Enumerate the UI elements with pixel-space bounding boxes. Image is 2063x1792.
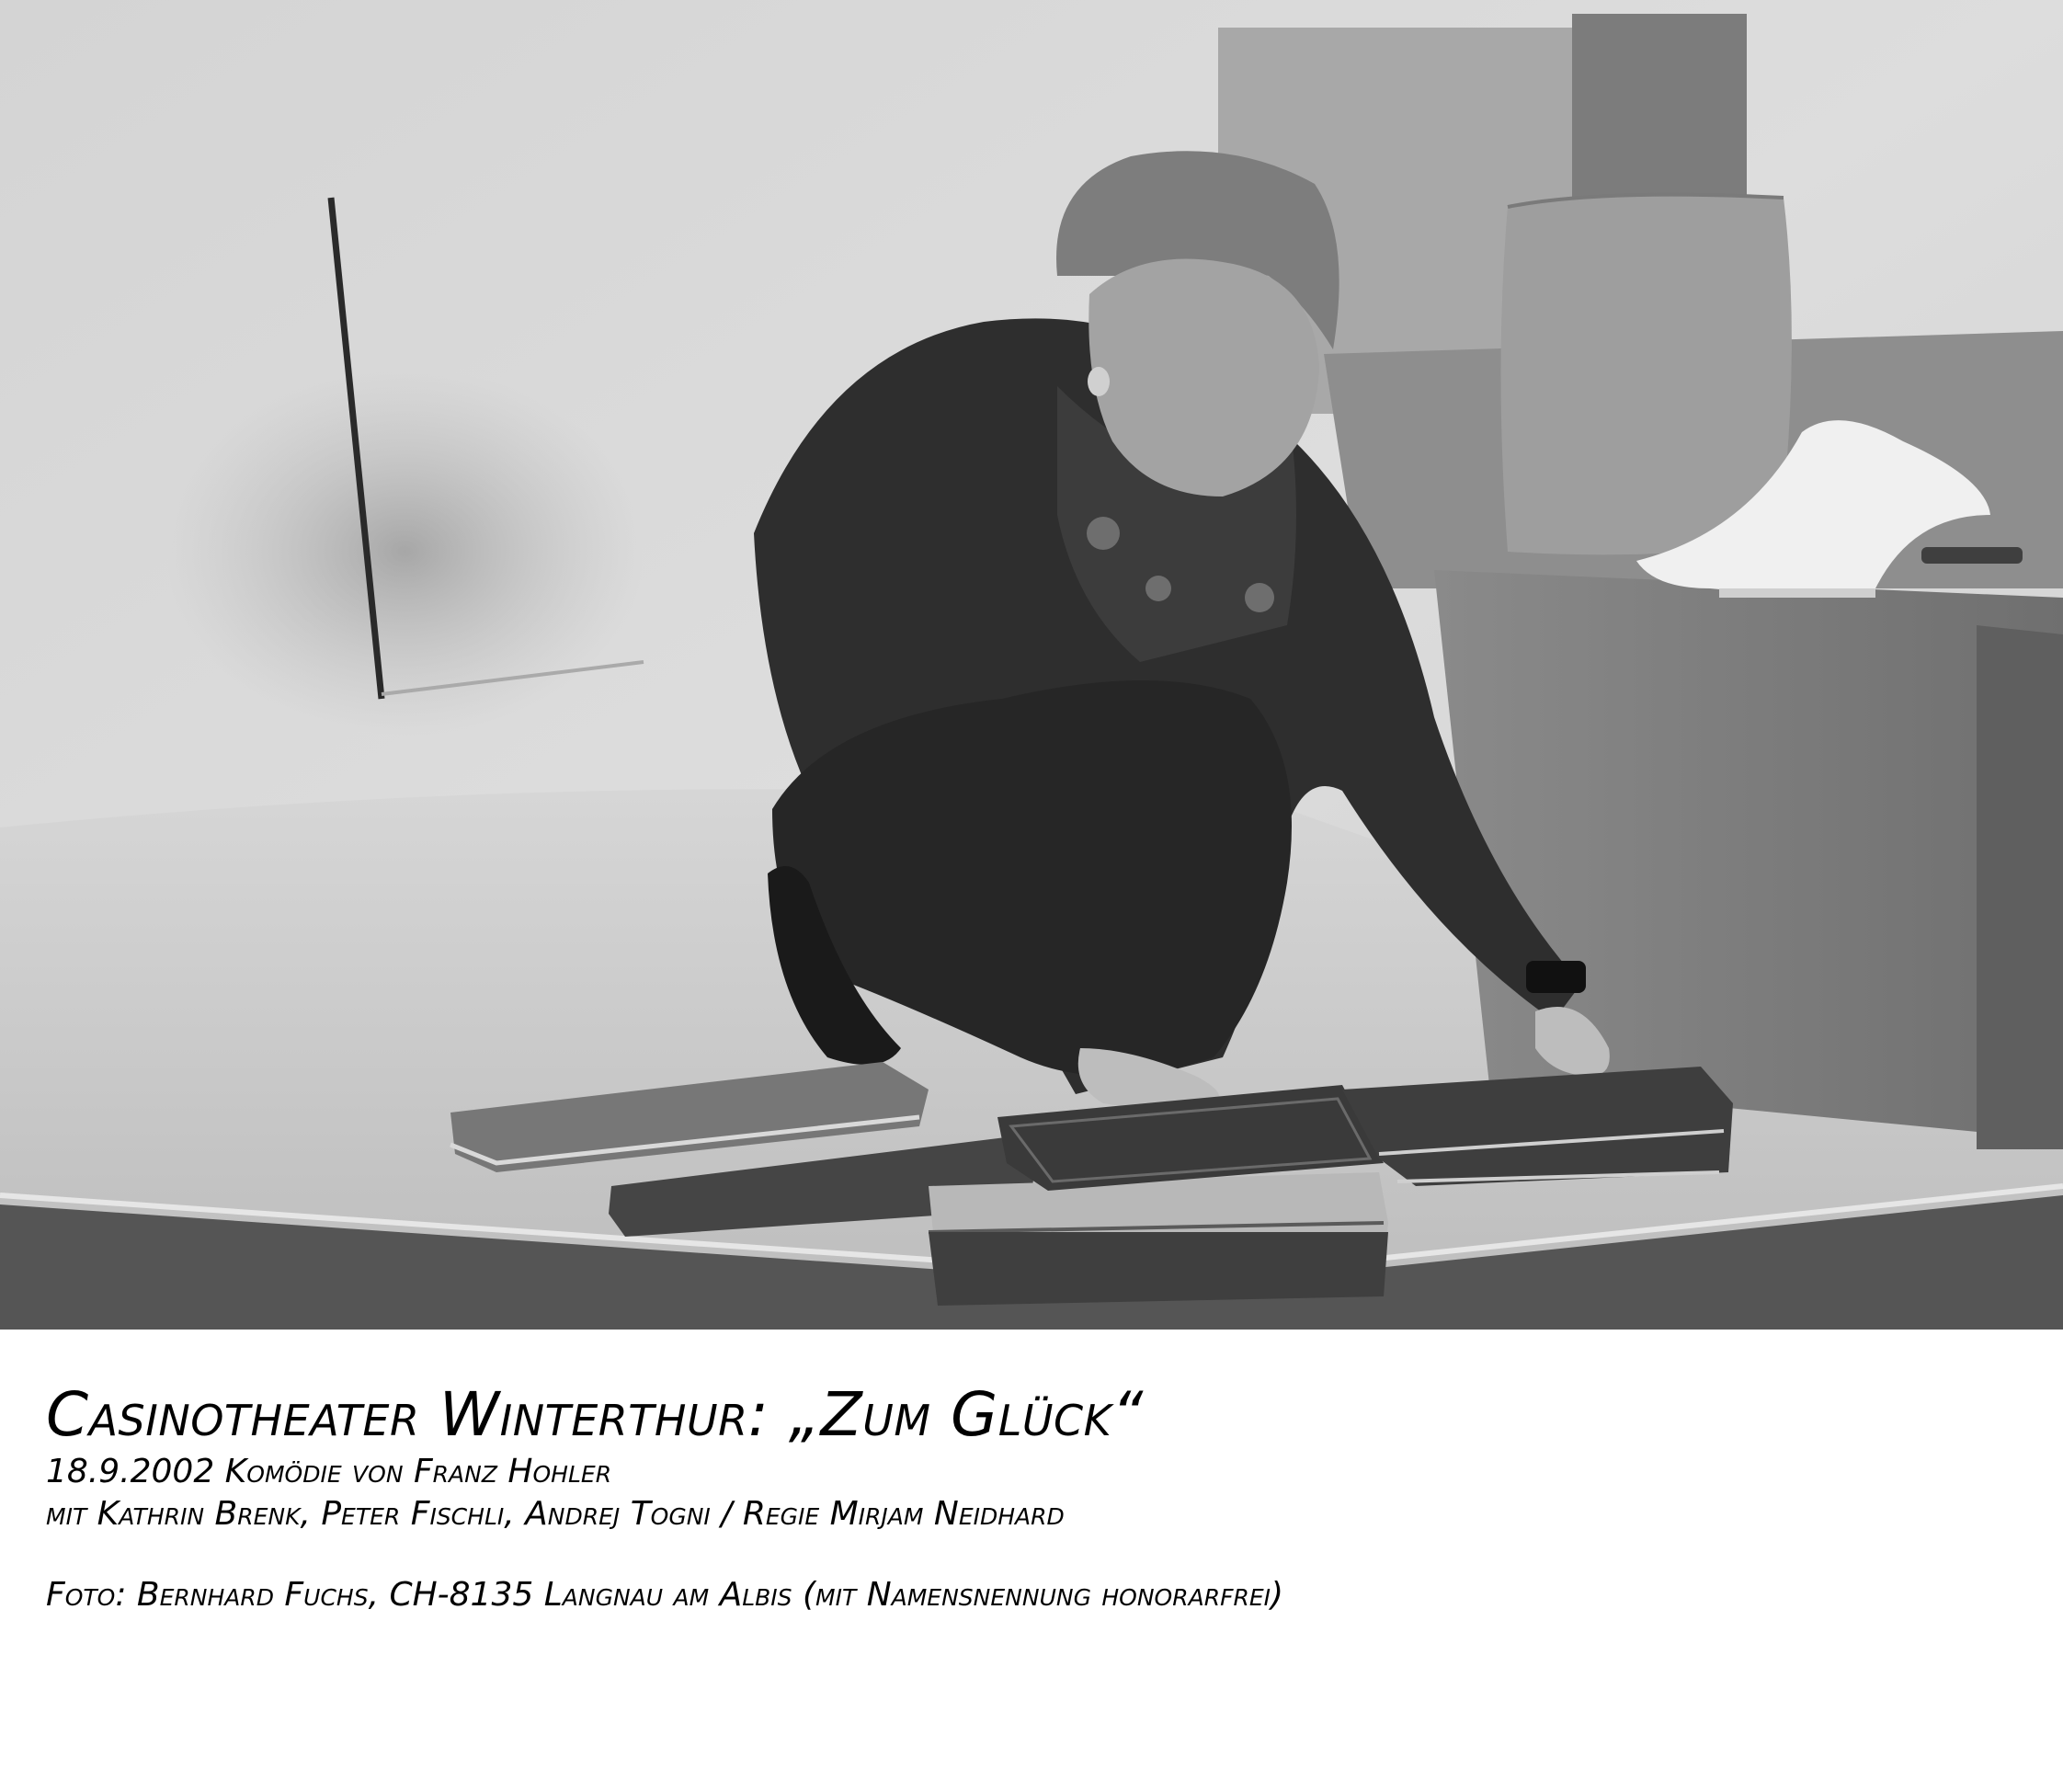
photo-caption [46,1379,1977,1616]
caption-date-line: 18.9.2002 Komödie von Franz Hohler [46,1453,612,1490]
caption-title: Casinotheater Winterthur: „Zum Glück“ [46,1379,1144,1450]
caption-cast-line: mit Kathrin Brenk, Peter Fischli, Andrej Togni / Regie Mirjam Neidhard [46,1495,1065,1533]
wristwatch [1526,961,1586,993]
cushion [1501,195,1792,555]
felt-block [1434,570,2063,1140]
caption-photo-credit: Foto: Bernhard Fuchs, CH-8135 Langnau am Albis (mit Namensnennung honorarfrei) [46,1576,1284,1614]
wall-shadow [165,368,644,736]
